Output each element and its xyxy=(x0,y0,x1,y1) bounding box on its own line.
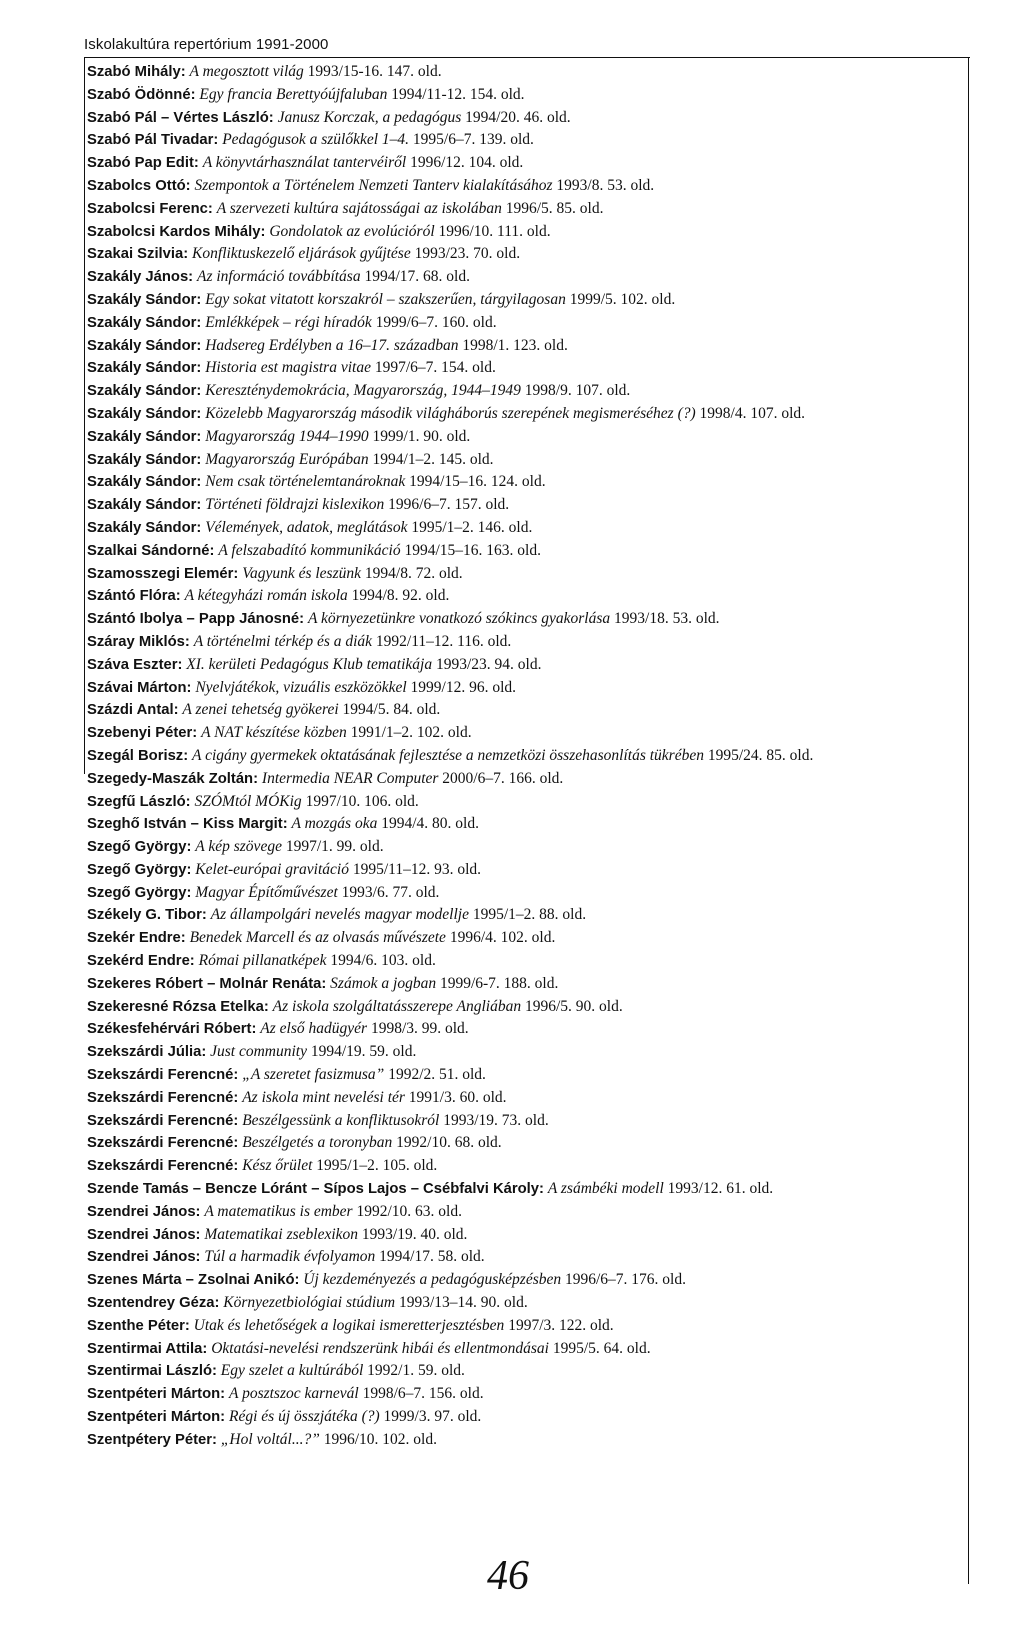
entry-author: Szekeresné Rózsa Etelka: xyxy=(87,998,269,1015)
entry-author: Szántó Ibolya – Papp Jánosné: xyxy=(87,611,305,628)
entry-reference: 1993/18. 53. old. xyxy=(614,610,720,628)
bibliography-entry xyxy=(87,996,959,1019)
bibliography-entry xyxy=(87,950,959,973)
entry-author: Szendrei János: xyxy=(87,1203,201,1220)
entry-reference: 1996/5. 85. old. xyxy=(505,199,604,217)
entry-author: Szekszárdi Ferencné: xyxy=(87,1067,239,1084)
entry-reference: 1997/10. 106. old. xyxy=(305,792,419,810)
entry-reference: 1994/1–2. 145. old. xyxy=(372,450,494,468)
entry-author: Szentirmai László: xyxy=(87,1363,217,1380)
bibliography-entry xyxy=(87,494,959,517)
entry-reference: 1998/1. 123. old. xyxy=(462,336,568,354)
bibliography-entry xyxy=(87,1338,959,1361)
bibliography-entry xyxy=(87,631,959,654)
entry-author: Szabó Pál Tivadar: xyxy=(87,132,219,149)
entry-reference: 1998/6–7. 156. old. xyxy=(362,1385,484,1403)
entry-author: Szakály Sándor: xyxy=(87,519,202,536)
entry-author: Szakai Szilvia: xyxy=(87,246,189,263)
entry-author: Székesfehérvári Róbert: xyxy=(87,1021,257,1038)
entry-author: Szegő György: xyxy=(87,839,192,856)
bibliography-entry xyxy=(87,722,959,745)
entry-author: Szegál Borisz: xyxy=(87,747,189,764)
entry-author: Szávai Márton: xyxy=(87,679,192,696)
entry-reference: 1994/6. 103. old. xyxy=(330,952,436,970)
entry-reference: 1994/17. 68. old. xyxy=(364,268,470,286)
entry-title: Vélemények, adatok, meglátások xyxy=(205,518,408,536)
entry-author: Száva Eszter: xyxy=(87,656,183,673)
entry-author: Szakály Sándor: xyxy=(87,291,202,308)
entry-reference: 1994/20. 46. old. xyxy=(465,108,571,126)
running-header: Iskolakultúra repertórium 1991-2000 xyxy=(84,36,329,53)
entry-reference: 1994/15–16. 163. old. xyxy=(404,541,541,559)
entry-reference: 1999/1. 90. old. xyxy=(372,427,471,445)
entry-reference: 1993/12. 61. old. xyxy=(667,1180,774,1198)
entry-title: Az iskola szolgáltatásszerepe Angliában xyxy=(272,997,522,1015)
entry-author: Szakály Sándor: xyxy=(87,405,202,422)
entry-title: A zsámbéki modell xyxy=(547,1180,664,1198)
entry-title: Historia est magistra vitae xyxy=(205,359,371,377)
entry-author: Szendrei János: xyxy=(87,1249,201,1266)
entry-reference: 1996/5. 90. old. xyxy=(524,997,623,1015)
entry-reference: 1993/19. 73. old. xyxy=(443,1111,549,1129)
entry-reference: 1994/15–16. 124. old. xyxy=(409,473,546,491)
bibliography-entry xyxy=(87,677,959,700)
entry-author: Szentirmai Attila: xyxy=(87,1340,208,1357)
entry-reference: 1995/1–2. 105. old. xyxy=(316,1157,438,1175)
bibliography-entry xyxy=(87,175,959,198)
entry-title: Egy sokat vitatott korszakról – szakszerűen, tárgyilagosan xyxy=(205,290,566,308)
entry-title: Római pillanatképek xyxy=(198,952,327,970)
entry-author: Szabó Pap Edit: xyxy=(87,155,199,172)
entry-author: Szentpéteri Márton: xyxy=(87,1386,226,1403)
entry-author: Szakály Sándor: xyxy=(87,474,202,491)
entry-author: Szentendrey Géza: xyxy=(87,1295,220,1312)
entry-reference: 1994/11-12. 154. old. xyxy=(391,85,525,103)
page-number: 46 xyxy=(487,1553,529,1599)
bibliography-entry xyxy=(87,1360,959,1383)
entry-author: Szekszárdi Júlia: xyxy=(87,1044,207,1061)
bibliography-entry xyxy=(87,813,959,836)
entry-title: Beszélgessünk a konfliktusokról xyxy=(242,1111,440,1129)
entry-author: Szentpéteri Márton: xyxy=(87,1409,226,1426)
bibliography-entry xyxy=(87,312,959,335)
entry-author: Szakály Sándor: xyxy=(87,428,202,445)
entry-title: Gondolatok az evolúcióról xyxy=(269,222,435,240)
left-margin-rule xyxy=(84,57,85,774)
entry-author: Szabó Ödönné: xyxy=(87,86,196,103)
entry-author: Szekszárdi Ferencné: xyxy=(87,1135,239,1152)
bibliography-list xyxy=(87,61,959,1452)
entry-reference: 2000/6–7. 166. old. xyxy=(442,769,564,787)
bibliography-entry xyxy=(87,243,959,266)
entry-reference: 1992/2. 51. old. xyxy=(388,1066,486,1084)
entry-title: A felszabadító kommunikáció xyxy=(218,541,401,559)
entry-author: Százdi Antal: xyxy=(87,702,179,719)
entry-title: Az állampolgári nevelés magyar modellje xyxy=(210,906,469,924)
bibliography-entry xyxy=(87,1269,959,1292)
entry-reference: 1993/15-16. 147. old. xyxy=(307,63,442,80)
entry-title: Régi és új összjátéka (?) xyxy=(229,1408,380,1426)
entry-title: Kelet-európai gravitáció xyxy=(195,860,349,878)
entry-title: Beszélgetés a toronyban xyxy=(242,1134,393,1152)
bibliography-entry xyxy=(87,1155,959,1178)
bibliography-entry xyxy=(87,791,959,814)
entry-reference: 1994/5. 84. old. xyxy=(342,701,441,719)
entry-title: A mozgás oka xyxy=(291,815,378,833)
entry-author: Szakály Sándor: xyxy=(87,383,202,400)
entry-reference: 1998/4. 107. old. xyxy=(699,404,806,422)
entry-title: Intermedia NEAR Computer xyxy=(261,769,439,787)
entry-author: Szekér Endre: xyxy=(87,930,186,947)
entry-reference: 1999/6-7. 188. old. xyxy=(439,974,559,992)
bibliography-entry xyxy=(87,654,959,677)
entry-title: Just community xyxy=(210,1043,307,1061)
bibliography-entry xyxy=(87,129,959,152)
entry-reference: 1995/1–2. 146. old. xyxy=(411,518,533,536)
bibliography-entry xyxy=(87,927,959,950)
entry-author: Szegedy-Maszák Zoltán: xyxy=(87,770,259,787)
entry-title: Túl a harmadik évfolyamon xyxy=(204,1248,376,1266)
bibliography-entry xyxy=(87,1087,959,1110)
entry-reference: 1995/11–12. 93. old. xyxy=(352,860,482,878)
entry-title: Oktatási-nevelési rendszerünk hibái és ellentmondásai xyxy=(211,1339,549,1357)
entry-author: Szendrei János: xyxy=(87,1226,201,1243)
entry-author: Szenthe Péter: xyxy=(87,1317,190,1334)
bibliography-entry xyxy=(87,973,959,996)
entry-reference: 1996/12. 104. old. xyxy=(410,154,524,172)
bibliography-entry xyxy=(87,585,959,608)
entry-author: Szabolcsi Kardos Mihály: xyxy=(87,223,266,240)
entry-title: Vagyunk és leszünk xyxy=(242,564,362,582)
bibliography-entry xyxy=(87,745,959,768)
entry-reference: 1994/4. 80. old. xyxy=(381,815,479,833)
entry-reference: 1993/23. 94. old. xyxy=(435,655,542,673)
entry-reference: 1991/1–2. 102. old. xyxy=(350,724,472,742)
entry-title: Magyar Építőművészet xyxy=(195,883,338,901)
entry-author: Szabó Mihály: xyxy=(87,64,186,80)
entry-title: Szempontok a Történelem Nemzeti Tanterv kialakításához xyxy=(194,176,553,194)
entry-title: Az első hadügyér xyxy=(260,1020,368,1038)
entry-title: A zenei tehetség gyökerei xyxy=(182,701,339,719)
entry-reference: 1998/9. 107. old. xyxy=(524,382,631,400)
entry-reference: 1997/6–7. 154. old. xyxy=(374,359,496,377)
entry-author: Szekszárdi Ferencné: xyxy=(87,1089,239,1106)
entry-author: Szebenyi Péter: xyxy=(87,725,198,742)
entry-reference: 1993/8. 53. old. xyxy=(556,176,655,194)
entry-author: Székely G. Tibor: xyxy=(87,907,207,924)
entry-title: Környezetbiológiai stúdium xyxy=(223,1294,396,1312)
entry-author: Száray Miklós: xyxy=(87,633,190,650)
bibliography-entry xyxy=(87,198,959,221)
bibliography-entry xyxy=(87,289,959,312)
entry-title: SZÓMtól MÓKig xyxy=(194,792,302,810)
entry-title: Janusz Korczak, a pedagógus xyxy=(277,108,462,126)
bibliography-entry xyxy=(87,1292,959,1315)
entry-author: Szekeres Róbert – Molnár Renáta: xyxy=(87,975,327,992)
entry-reference: 1993/6. 77. old. xyxy=(341,883,440,901)
entry-title: Matematikai zseblexikon xyxy=(204,1225,359,1243)
entry-title: Nem csak történelemtanároknak xyxy=(205,473,406,491)
entry-title: Benedek Marcell és az olvasás művészete xyxy=(189,929,446,947)
entry-reference: 1996/6–7. 176. old. xyxy=(565,1271,686,1289)
entry-reference: 1997/1. 99. old. xyxy=(285,838,384,856)
bibliography-entry xyxy=(87,380,959,403)
header-rule xyxy=(84,57,970,58)
entry-author: Szamosszegi Elemér: xyxy=(87,565,239,582)
entry-author: Szakály Sándor: xyxy=(87,451,202,468)
entry-title: Új kezdeményezés a pedagógusképzésben xyxy=(303,1271,562,1289)
entry-author: Szentpétery Péter: xyxy=(87,1431,217,1448)
entry-title: Nyelvjátékok, vizuális eszközökkel xyxy=(195,678,407,696)
entry-reference: 1995/1–2. 88. old. xyxy=(472,906,587,924)
bibliography-entry xyxy=(87,1224,959,1247)
bibliography-entry xyxy=(87,1201,959,1224)
entry-reference: 1993/19. 40. old. xyxy=(361,1225,468,1243)
entry-title: A szervezeti kultúra sajátosságai az iskolában xyxy=(216,199,502,217)
entry-title: Az iskola mint nevelési tér xyxy=(242,1088,405,1106)
bibliography-entry xyxy=(87,1383,959,1406)
entry-author: Szegfű László: xyxy=(87,793,191,810)
bibliography-entry xyxy=(87,768,959,791)
entry-author: Szakály Sándor: xyxy=(87,337,202,354)
entry-author: Szabolcsi Ferenc: xyxy=(87,200,213,217)
bibliography-entry xyxy=(87,449,959,472)
entry-title: „Hol voltál...?” xyxy=(220,1430,320,1448)
bibliography-entry xyxy=(87,1064,959,1087)
entry-title: Történeti földrajzi kislexikon xyxy=(205,496,385,514)
entry-author: Szekérd Endre: xyxy=(87,953,195,970)
entry-title: Egy szelet a kultúrából xyxy=(220,1362,364,1380)
bibliography-entry xyxy=(87,1132,959,1155)
entry-reference: 1999/12. 96. old. xyxy=(410,678,517,696)
entry-reference: 1996/10. 102. old. xyxy=(323,1430,437,1448)
entry-reference: 1992/1. 59. old. xyxy=(367,1362,465,1380)
bibliography-entry xyxy=(87,859,959,882)
entry-title: Kész őrület xyxy=(242,1157,313,1175)
bibliography-entry xyxy=(87,152,959,175)
entry-title: A posztszoc karnevál xyxy=(229,1385,359,1403)
right-margin-rule xyxy=(968,57,969,1584)
bibliography-entry xyxy=(87,426,959,449)
bibliography-entry xyxy=(87,1178,959,1201)
entry-author: Szalkai Sándorné: xyxy=(87,542,215,559)
entry-reference: 1992/10. 68. old. xyxy=(396,1134,502,1152)
entry-author: Szakály János: xyxy=(87,269,194,286)
entry-title: Egy francia Berettyóújfaluban xyxy=(199,85,388,103)
entry-author: Szántó Flóra: xyxy=(87,588,181,605)
entry-reference: 1992/10. 63. old. xyxy=(356,1202,462,1220)
entry-title: A NAT készítése közben xyxy=(201,724,347,742)
entry-title: Az információ továbbítása xyxy=(196,268,361,286)
bibliography-entry xyxy=(87,882,959,905)
entry-title: XI. kerületi Pedagógus Klub tematikája xyxy=(186,655,433,673)
entry-title: A megosztott világ xyxy=(189,63,304,80)
entry-author: Szegő György: xyxy=(87,884,192,901)
bibliography-entry xyxy=(87,608,959,631)
entry-author: Szakály Sándor: xyxy=(87,360,202,377)
entry-title: Magyarország 1944–1990 xyxy=(205,427,369,445)
entry-author: Szekszárdi Ferencné: xyxy=(87,1112,239,1129)
entry-reference: 1998/3. 99. old. xyxy=(370,1020,469,1038)
bibliography-entry xyxy=(87,836,959,859)
bibliography-entry xyxy=(87,403,959,426)
entry-title: A környezetünkre vonatkozó szókincs gyakorlása xyxy=(307,610,611,628)
entry-title: A történelmi térkép és a diák xyxy=(193,632,373,650)
entry-reference: 1992/11–12. 116. old. xyxy=(375,632,512,650)
entry-reference: 1991/3. 60. old. xyxy=(408,1088,507,1106)
bibliography-entry xyxy=(87,357,959,380)
bibliography-entry xyxy=(87,1406,959,1429)
entry-author: Szabolcs Ottó: xyxy=(87,177,191,194)
bibliography-entry xyxy=(87,335,959,358)
entry-reference: 1996/4. 102. old. xyxy=(449,929,556,947)
entry-author: Szakály Sándor: xyxy=(87,314,202,331)
bibliography-entry xyxy=(87,471,959,494)
entry-title: Utak és lehetőségek a logikai ismeretterjesztésben xyxy=(193,1316,505,1334)
bibliography-entry xyxy=(87,221,959,244)
entry-title: A kép szövege xyxy=(195,838,282,856)
bibliography-entry xyxy=(87,699,959,722)
entry-author: Szabó Pál – Vértes László: xyxy=(87,109,274,126)
entry-reference: 1999/5. 102. old. xyxy=(569,290,676,308)
bibliography-entry xyxy=(87,1315,959,1338)
entry-author: Szekszárdi Ferencné: xyxy=(87,1158,239,1175)
entry-reference: 1996/10. 111. old. xyxy=(438,222,551,240)
entry-title: A cigány gyermekek oktatásának fejlesztése a nemzetközi összehasonlítás tükrében xyxy=(192,746,704,764)
entry-author: Szeghő István – Kiss Margit: xyxy=(87,816,288,833)
entry-reference: 1999/3. 97. old. xyxy=(383,1408,482,1426)
entry-reference: 1995/5. 64. old. xyxy=(552,1339,651,1357)
entry-author: Szende Tamás – Bencze Lóránt – Sípos Lajos – Csébfalvi Károly: xyxy=(87,1181,544,1198)
entry-title: Emlékképek – régi híradók xyxy=(205,313,372,331)
bibliography-entry xyxy=(87,517,959,540)
bibliography-entry xyxy=(87,61,959,84)
bibliography-entry xyxy=(87,904,959,927)
entry-reference: 1994/8. 92. old. xyxy=(351,587,450,605)
entry-author: Szegő György: xyxy=(87,861,192,878)
entry-reference: 1994/19. 59. old. xyxy=(310,1043,417,1061)
entry-title: „A szeretet fasizmusa” xyxy=(242,1066,385,1084)
entry-reference: 1999/6–7. 160. old. xyxy=(375,313,497,331)
bibliography-entry xyxy=(87,1041,959,1064)
entry-title: Pedagógusok a szülőkkel 1–4. xyxy=(222,131,410,149)
bibliography-entry xyxy=(87,563,959,586)
bibliography-entry xyxy=(87,107,959,130)
entry-reference: 1993/13–14. 90. old. xyxy=(398,1294,528,1312)
entry-reference: 1995/24. 85. old. xyxy=(707,746,814,764)
bibliography-entry xyxy=(87,1246,959,1269)
entry-author: Szenes Márta – Zsolnai Anikó: xyxy=(87,1272,300,1289)
bibliography-entry xyxy=(87,540,959,563)
entry-title: Kereszténydemokrácia, Magyarország, 1944–1949 xyxy=(205,382,521,400)
entry-title: A kétegyházi román iskola xyxy=(184,587,348,605)
entry-reference: 1994/17. 58. old. xyxy=(379,1248,485,1266)
entry-title: Magyarország Európában xyxy=(205,450,369,468)
entry-title: Számok a jogban xyxy=(330,974,437,992)
bibliography-entry xyxy=(87,266,959,289)
bibliography-entry xyxy=(87,1429,959,1452)
entry-reference: 1994/8. 72. old. xyxy=(364,564,463,582)
entry-reference: 1997/3. 122. old. xyxy=(508,1316,614,1334)
entry-title: Hadsereg Erdélyben a 16–17. században xyxy=(205,336,459,354)
entry-reference: 1995/6–7. 139. old. xyxy=(412,131,534,149)
entry-author: Szakály Sándor: xyxy=(87,497,202,514)
bibliography-entry xyxy=(87,1018,959,1041)
entry-reference: 1993/23. 70. old. xyxy=(414,245,521,263)
bibliography-entry xyxy=(87,84,959,107)
entry-reference: 1996/6–7. 157. old. xyxy=(388,496,510,514)
entry-title: Konfliktuskezelő eljárások gyűjtése xyxy=(192,245,411,263)
entry-title: Közelebb Magyarország második világháborús szerepének megismeréséhez (?) xyxy=(205,404,696,422)
bibliography-entry xyxy=(87,1110,959,1133)
entry-title: A könyvtárhasználat tantervéiről xyxy=(202,154,407,172)
entry-title: A matematikus is ember xyxy=(204,1202,353,1220)
